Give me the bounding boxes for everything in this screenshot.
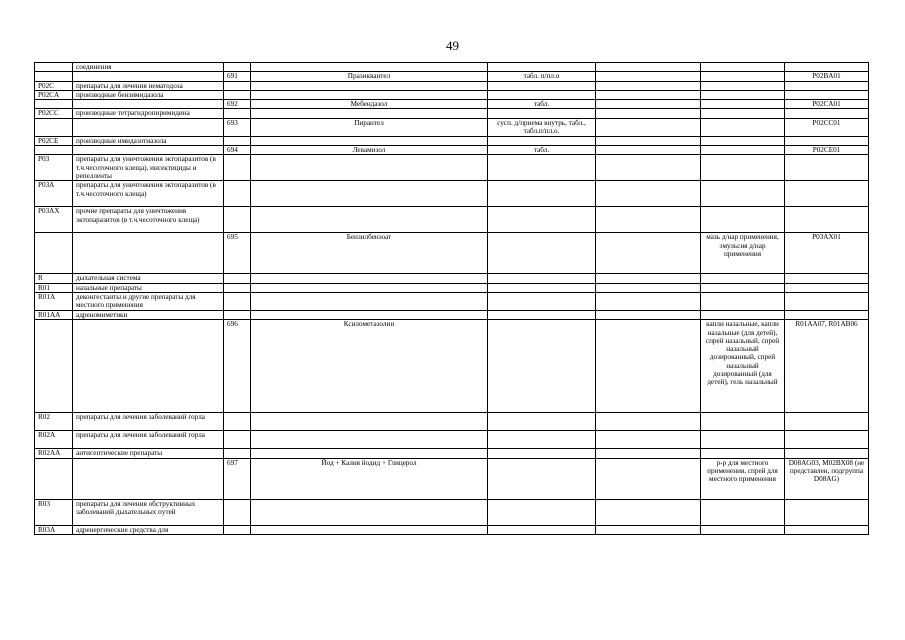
atc-ref-cell	[785, 413, 869, 431]
dosage-form-cell: табл. п/пл.о	[488, 72, 596, 81]
special-form-cell	[596, 118, 701, 136]
group-name-cell: адреномиметики	[73, 310, 224, 319]
dosage-form-cell	[488, 292, 596, 310]
atc-code-cell: R	[35, 274, 73, 283]
atc-code-cell: R03	[35, 499, 73, 525]
release-form-cell	[701, 136, 785, 145]
item-number-cell	[224, 292, 251, 310]
atc-ref-cell: D08AG03, M02BX08 (не представлен, подгруппа D08AG)	[785, 458, 869, 499]
group-name-cell	[73, 458, 224, 499]
group-name-cell: препараты для лечения обструктивных заболеваний дыхательных путей	[73, 499, 224, 525]
special-form-cell	[596, 136, 701, 145]
release-form-cell	[701, 283, 785, 292]
item-number-cell: 694	[224, 146, 251, 155]
drug-name-cell	[251, 310, 488, 319]
atc-ref-cell	[785, 81, 869, 90]
atc-ref-cell	[785, 310, 869, 319]
special-form-cell	[596, 72, 701, 81]
drug-name-cell	[251, 499, 488, 525]
special-form-cell	[596, 283, 701, 292]
drug-name-cell: Празиквантел	[251, 72, 488, 81]
dosage-form-cell	[488, 525, 596, 534]
group-name-cell: назальные препараты	[73, 283, 224, 292]
special-form-cell	[596, 499, 701, 525]
atc-code-cell	[35, 458, 73, 499]
atc-code-cell: R03A	[35, 525, 73, 534]
atc-code-cell	[35, 100, 73, 109]
drug-name-cell	[251, 292, 488, 310]
atc-code-cell: P02C	[35, 81, 73, 90]
drug-name-cell: Мебендазол	[251, 100, 488, 109]
drug-name-cell: Пирантел	[251, 118, 488, 136]
item-number-cell	[224, 63, 251, 72]
dosage-form-cell	[488, 90, 596, 99]
table-row	[35, 292, 869, 310]
dosage-form-cell	[488, 207, 596, 233]
drug-name-cell	[251, 181, 488, 207]
atc-ref-cell: R01AA07, R01AB06	[785, 320, 869, 413]
item-number-cell	[224, 525, 251, 534]
table-row	[35, 320, 869, 413]
release-form-cell	[701, 525, 785, 534]
atc-ref-cell	[785, 207, 869, 233]
release-form-cell	[701, 90, 785, 99]
special-form-cell	[596, 146, 701, 155]
drug-name-cell	[251, 136, 488, 145]
table-row	[35, 310, 869, 319]
special-form-cell	[596, 233, 701, 274]
drug-name-cell: Бензилбензоат	[251, 233, 488, 274]
release-form-cell: р-р для местного применения, спрей для местного применения	[701, 458, 785, 499]
table-row	[35, 136, 869, 145]
atc-ref-cell: P02CE01	[785, 146, 869, 155]
special-form-cell	[596, 181, 701, 207]
group-name-cell: препараты для лечения заболеваний горла	[73, 413, 224, 431]
special-form-cell	[596, 63, 701, 72]
table-row	[35, 109, 869, 118]
special-form-cell	[596, 207, 701, 233]
page-number: 49	[446, 38, 459, 53]
item-number-cell	[224, 136, 251, 145]
table-row	[35, 63, 869, 72]
atc-ref-cell	[785, 449, 869, 458]
release-form-cell	[701, 207, 785, 233]
item-number-cell: 696	[224, 320, 251, 413]
atc-ref-cell	[785, 525, 869, 534]
group-name-cell: прочие препараты для уничтожения эктопаразитов (в т.ч.чесоточного клеща)	[73, 207, 224, 233]
release-form-cell	[701, 413, 785, 431]
special-form-cell	[596, 525, 701, 534]
release-form-cell	[701, 100, 785, 109]
release-form-cell	[701, 274, 785, 283]
group-name-cell: препараты для лечения заболеваний горла	[73, 431, 224, 449]
drug-table	[34, 62, 869, 535]
drug-name-cell: Левамизол	[251, 146, 488, 155]
dosage-form-cell	[488, 320, 596, 413]
special-form-cell	[596, 109, 701, 118]
table-row	[35, 233, 869, 274]
special-form-cell	[596, 458, 701, 499]
atc-ref-cell	[785, 499, 869, 525]
table-row	[35, 72, 869, 81]
special-form-cell	[596, 274, 701, 283]
special-form-cell	[596, 90, 701, 99]
drug-name-cell	[251, 63, 488, 72]
group-name-cell	[73, 72, 224, 81]
drug-name-cell	[251, 525, 488, 534]
item-number-cell: 693	[224, 118, 251, 136]
table-row	[35, 181, 869, 207]
item-number-cell: 695	[224, 233, 251, 274]
item-number-cell	[224, 431, 251, 449]
table-row	[35, 155, 869, 181]
atc-code-cell	[35, 63, 73, 72]
atc-code-cell	[35, 146, 73, 155]
table-row	[35, 413, 869, 431]
table-row	[35, 458, 869, 499]
special-form-cell	[596, 292, 701, 310]
group-name-cell: дыхательная система	[73, 274, 224, 283]
table-row	[35, 449, 869, 458]
dosage-form-cell	[488, 431, 596, 449]
release-form-cell	[701, 431, 785, 449]
item-number-cell	[224, 90, 251, 99]
atc-ref-cell	[785, 274, 869, 283]
item-number-cell	[224, 81, 251, 90]
group-name-cell	[73, 233, 224, 274]
atc-code-cell: R02A	[35, 431, 73, 449]
dosage-form-cell: табл.	[488, 100, 596, 109]
group-name-cell	[73, 320, 224, 413]
drug-name-cell	[251, 155, 488, 181]
release-form-cell	[701, 72, 785, 81]
table-row	[35, 283, 869, 292]
group-name-cell: препараты для лечения нематодоза	[73, 81, 224, 90]
atc-ref-cell	[785, 283, 869, 292]
item-number-cell	[224, 207, 251, 233]
table-row	[35, 499, 869, 525]
item-number-cell: 697	[224, 458, 251, 499]
release-form-cell	[701, 81, 785, 90]
drug-name-cell	[251, 109, 488, 118]
table-row	[35, 525, 869, 534]
dosage-form-cell	[488, 310, 596, 319]
drug-name-cell: Йод + Калия йодид + Глицерол	[251, 458, 488, 499]
atc-code-cell: P02CE	[35, 136, 73, 145]
special-form-cell	[596, 449, 701, 458]
release-form-cell	[701, 118, 785, 136]
atc-code-cell: P03	[35, 155, 73, 181]
atc-code-cell: P03AX	[35, 207, 73, 233]
group-name-cell: соединения	[73, 63, 224, 72]
atc-ref-cell	[785, 63, 869, 72]
atc-code-cell: R01A	[35, 292, 73, 310]
dosage-form-cell	[488, 233, 596, 274]
release-form-cell	[701, 155, 785, 181]
item-number-cell	[224, 283, 251, 292]
drug-name-cell	[251, 207, 488, 233]
atc-code-cell	[35, 320, 73, 413]
release-form-cell	[701, 449, 785, 458]
atc-code-cell: R01AA	[35, 310, 73, 319]
group-name-cell: адренергические средства для	[73, 525, 224, 534]
dosage-form-cell	[488, 155, 596, 181]
item-number-cell	[224, 181, 251, 207]
atc-ref-cell: P02CA01	[785, 100, 869, 109]
atc-ref-cell	[785, 292, 869, 310]
item-number-cell	[224, 109, 251, 118]
atc-code-cell	[35, 72, 73, 81]
atc-ref-cell	[785, 181, 869, 207]
group-name-cell: антисептические препараты	[73, 449, 224, 458]
dosage-form-cell	[488, 109, 596, 118]
atc-ref-cell	[785, 155, 869, 181]
atc-code-cell: P02CA	[35, 90, 73, 99]
special-form-cell	[596, 155, 701, 181]
dosage-form-cell	[488, 274, 596, 283]
release-form-cell: капли назальные, капли назальные (для детей), спрей назальный, спрей назальный дозированный, спрей назальный дозированный (для детей), гель назальный	[701, 320, 785, 413]
group-name-cell: производные бензимидазола	[73, 90, 224, 99]
atc-code-cell: P03A	[35, 181, 73, 207]
special-form-cell	[596, 100, 701, 109]
table-row	[35, 100, 869, 109]
dosage-form-cell: сусп. д/приема внутрь, табл., табл.п/пл.о.	[488, 118, 596, 136]
group-name-cell: производные тетрагидропиримидина	[73, 109, 224, 118]
drug-name-cell	[251, 90, 488, 99]
table-row	[35, 274, 869, 283]
atc-ref-cell: P03AX01	[785, 233, 869, 274]
drug-name-cell	[251, 449, 488, 458]
drug-name-cell	[251, 413, 488, 431]
table-row	[35, 118, 869, 136]
dosage-form-cell	[488, 81, 596, 90]
group-name-cell	[73, 146, 224, 155]
group-name-cell	[73, 118, 224, 136]
atc-code-cell	[35, 118, 73, 136]
item-number-cell: 692	[224, 100, 251, 109]
drug-name-cell	[251, 283, 488, 292]
item-number-cell	[224, 155, 251, 181]
atc-ref-cell	[785, 431, 869, 449]
table-row	[35, 146, 869, 155]
release-form-cell	[701, 292, 785, 310]
dosage-form-cell	[488, 136, 596, 145]
item-number-cell	[224, 413, 251, 431]
dosage-form-cell	[488, 63, 596, 72]
special-form-cell	[596, 431, 701, 449]
atc-ref-cell: P02BA01	[785, 72, 869, 81]
table-row	[35, 207, 869, 233]
atc-code-cell: R02	[35, 413, 73, 431]
group-name-cell: производные имидазотиазола	[73, 136, 224, 145]
dosage-form-cell	[488, 181, 596, 207]
dosage-form-cell	[488, 449, 596, 458]
atc-ref-cell: P02CC01	[785, 118, 869, 136]
atc-code-cell: P02CC	[35, 109, 73, 118]
item-number-cell	[224, 499, 251, 525]
group-name-cell: препараты для уничтожения эктопаразитов (в т.ч.чесоточного клеща)	[73, 181, 224, 207]
special-form-cell	[596, 320, 701, 413]
dosage-form-cell	[488, 499, 596, 525]
special-form-cell	[596, 310, 701, 319]
group-name-cell: деконгестанты и другие препараты для местного применения	[73, 292, 224, 310]
dosage-form-cell	[488, 458, 596, 499]
release-form-cell	[701, 310, 785, 319]
dosage-form-cell	[488, 283, 596, 292]
release-form-cell	[701, 499, 785, 525]
release-form-cell	[701, 181, 785, 207]
group-name-cell: препараты для уничтожения эктопаразитов (в т.ч.чесоточного клеща), инсектициды и репелленты	[73, 155, 224, 181]
item-number-cell	[224, 449, 251, 458]
special-form-cell	[596, 413, 701, 431]
item-number-cell: 691	[224, 72, 251, 81]
drug-name-cell: Ксилометазолин	[251, 320, 488, 413]
group-name-cell	[73, 100, 224, 109]
atc-code-cell	[35, 233, 73, 274]
atc-code-cell: R02AA	[35, 449, 73, 458]
atc-ref-cell	[785, 109, 869, 118]
dosage-form-cell: табл.	[488, 146, 596, 155]
table-row	[35, 90, 869, 99]
item-number-cell	[224, 274, 251, 283]
table-row	[35, 431, 869, 449]
item-number-cell	[224, 310, 251, 319]
atc-ref-cell	[785, 136, 869, 145]
release-form-cell	[701, 109, 785, 118]
special-form-cell	[596, 81, 701, 90]
drug-name-cell	[251, 274, 488, 283]
release-form-cell	[701, 63, 785, 72]
atc-code-cell: R01	[35, 283, 73, 292]
release-form-cell: мазь д/нар применения, эмульсия д/нар применения	[701, 233, 785, 274]
dosage-form-cell	[488, 413, 596, 431]
drug-name-cell	[251, 431, 488, 449]
drug-name-cell	[251, 81, 488, 90]
release-form-cell	[701, 146, 785, 155]
atc-ref-cell	[785, 90, 869, 99]
table-row	[35, 81, 869, 90]
